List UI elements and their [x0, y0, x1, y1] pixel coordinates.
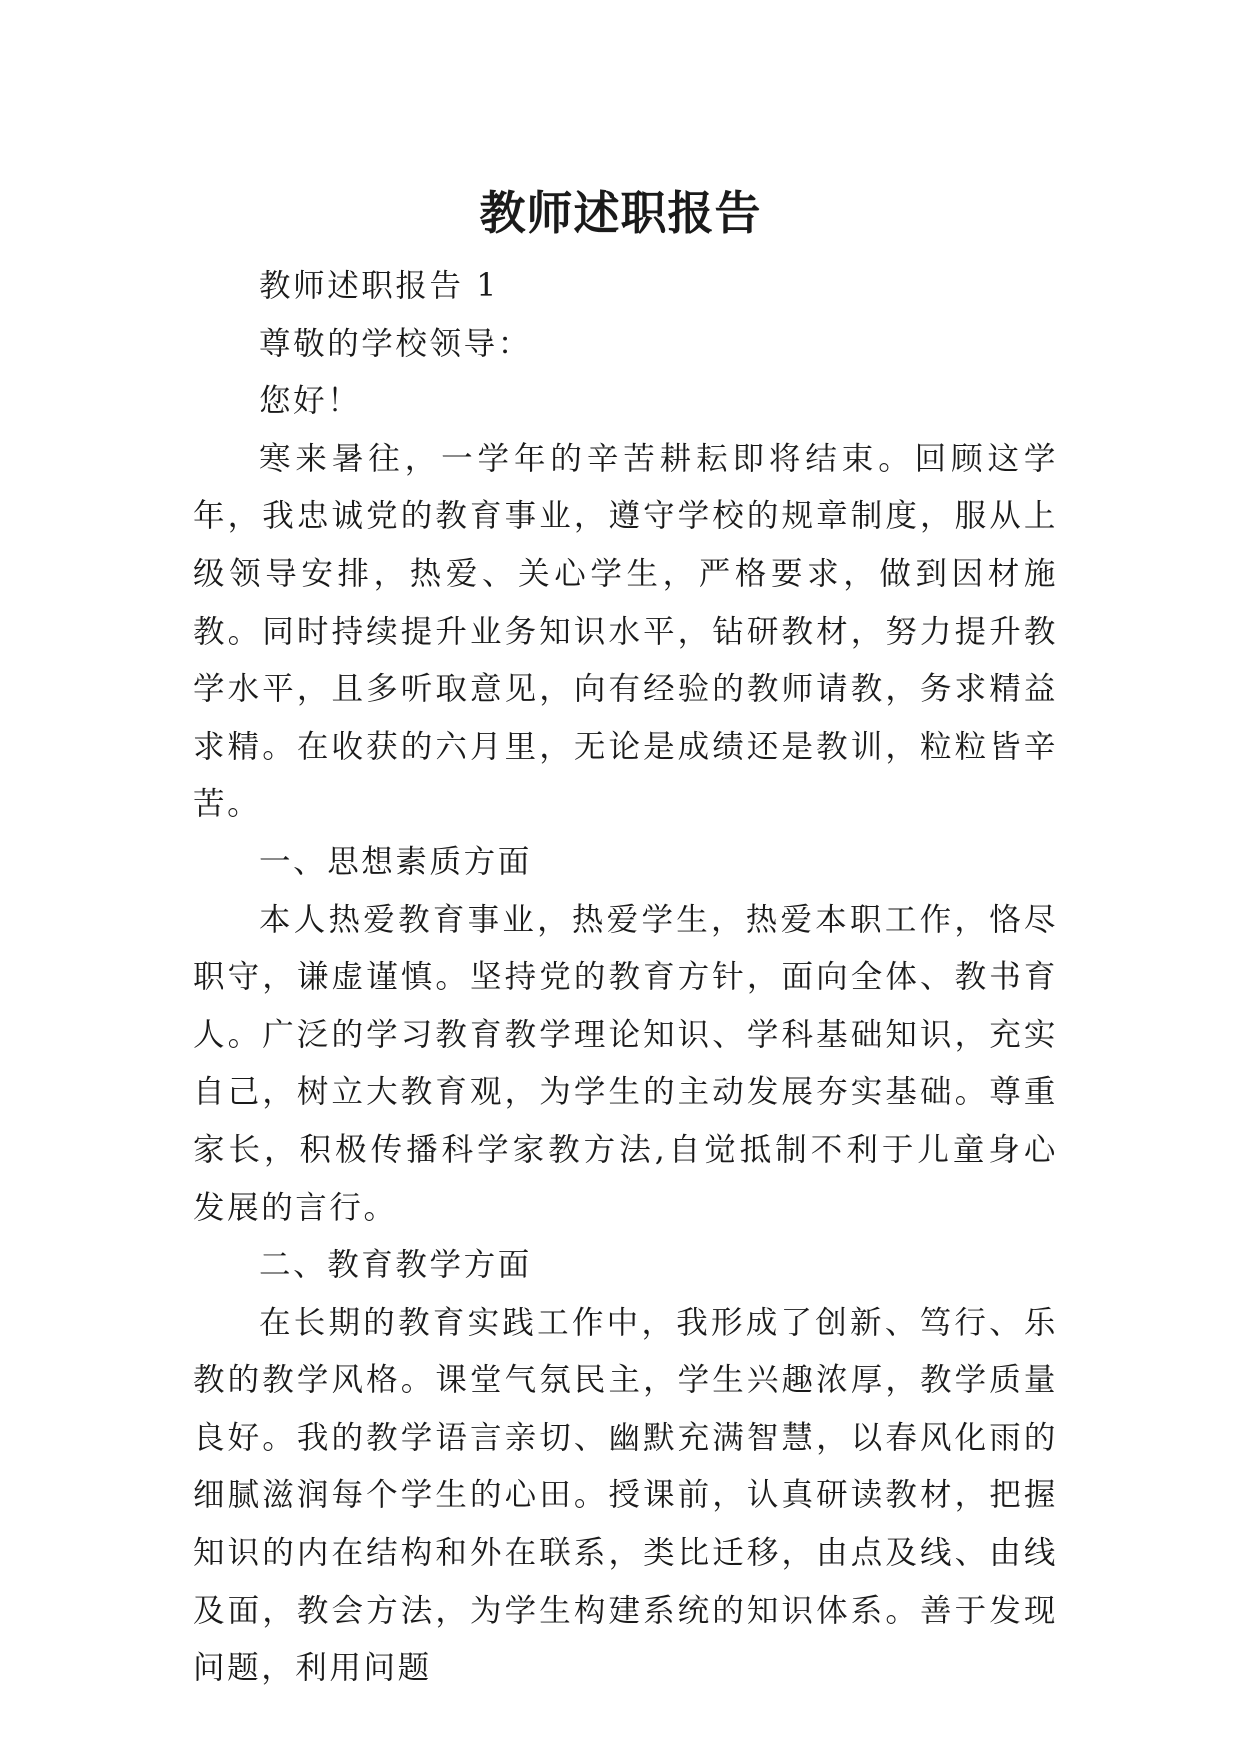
section-heading-2: 二、教育教学方面 [259, 1247, 532, 1284]
salutation: 尊敬的学校领导： [259, 325, 532, 362]
intro-paragraph: 寒来暑往，一学年的辛苦耕耘即将结束。回顾这学年，我忠诚党的教育事业，遵守学校的规章制度，服从上级领导安排，热爱、关心学生，严格要求，做到因材施教。同时持续提升业务知识水平，钻研教材，努力提升教学水平，且多听取意见，向有经验的教师请教，务求精益求精。在收获的六月里，无论是成绩还是教训，粒粒皆辛苦。 [193, 440, 1058, 823]
section-1-paragraph: 本人热爱教育事业，热爱学生，热爱本职工作，恪尽职守，谦虚谨慎。坚持党的教育方针，面向全体、教书育人。广泛的学习教育教学理论知识、学科基础知识，充实自己，树立大教育观，为学生的主动发展夯实基础。尊重家长，积极传播科学家教方法,自觉抵制不利于儿童身心发展的言行。 [193, 901, 1058, 1226]
section-2-paragraph: 在长期的教育实践工作中，我形成了创新、笃行、乐教的教学风格。课堂气氛民主，学生兴趣浓厚，教学质量良好。我的教学语言亲切、幽默充满智慧，以春风化雨的细腻滋润每个学生的心田。授课前，认真研读教材，把握知识的内在结构和外在联系，类比迁移，由点及线、由线及面，教会方法，为学生构建系统的知识体系。善于发现问题，利用问题 [193, 1304, 1058, 1687]
report-heading: 教师述职报告 1 [259, 268, 499, 304]
document-body [193, 258, 1058, 1698]
document-title: 教师述职报告 [479, 185, 762, 240]
greeting: 您好！ [259, 383, 362, 420]
section-heading-1: 一、思想素质方面 [259, 843, 532, 880]
